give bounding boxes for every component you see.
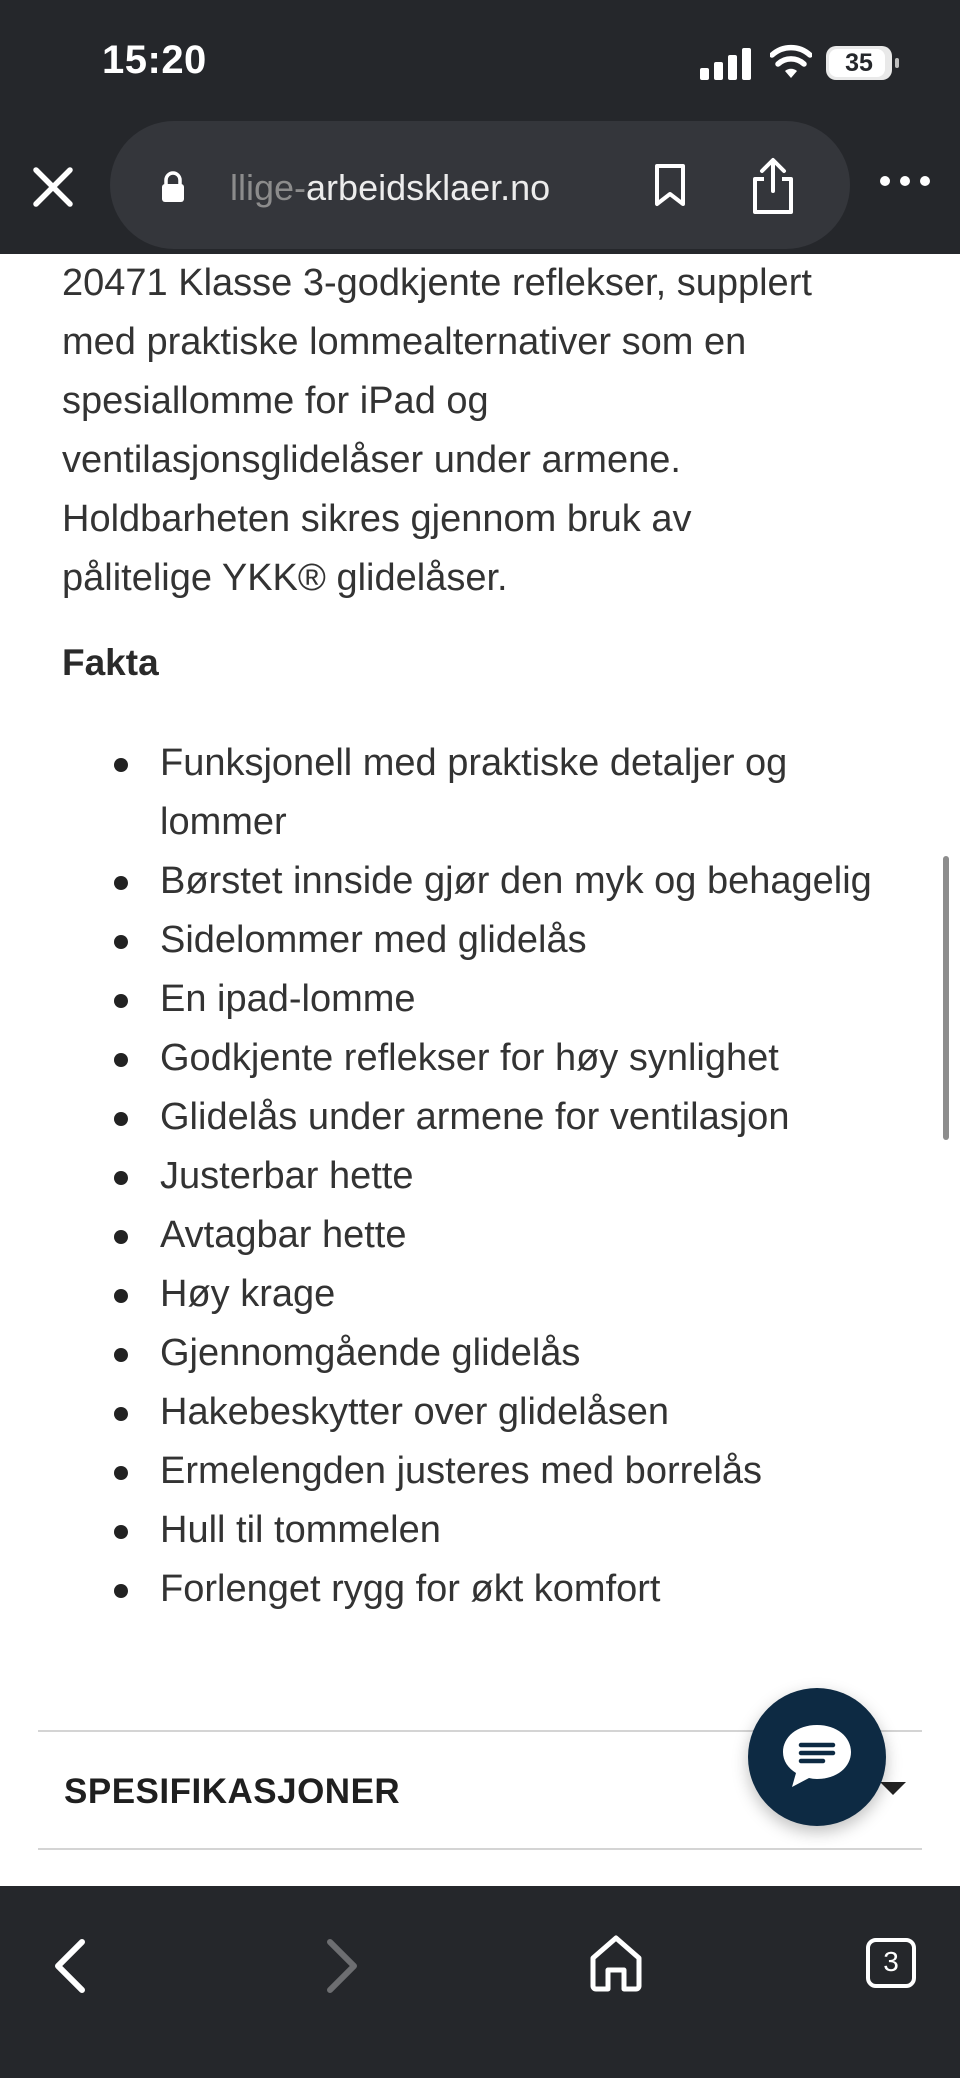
browser-bottom-bar xyxy=(0,1886,960,2078)
tab-count: 3 xyxy=(883,1946,899,1977)
home-icon[interactable] xyxy=(588,1934,644,1992)
description-line: Holdbarheten sikres gjennom bruk av xyxy=(62,498,692,540)
description-line: med praktiske lommealternativer som en xyxy=(62,321,747,363)
fact-item: Funksjonell med praktiske detaljer og lommer xyxy=(160,734,900,852)
fact-item: Sidelommer med glidelås xyxy=(160,911,900,970)
wifi-icon xyxy=(770,44,812,80)
fact-item: Forlenget rygg for økt komfort xyxy=(160,1560,900,1619)
address-bar[interactable] xyxy=(110,121,850,249)
chat-button[interactable] xyxy=(748,1688,886,1826)
fact-item: Børstet innside gjør den myk og behagelig xyxy=(160,852,900,911)
bookmark-icon[interactable] xyxy=(652,163,688,207)
lock-icon xyxy=(160,171,186,203)
fact-item: Hull til tommelen xyxy=(160,1501,900,1560)
page-content xyxy=(0,254,960,1886)
fact-item: Godkjente reflekser for høy synlighet xyxy=(160,1029,900,1088)
fact-item: Glidelås under armene for ventilasjon xyxy=(160,1088,900,1147)
specifications-toggle[interactable]: SPESIFIKASJONER xyxy=(64,1772,401,1811)
divider xyxy=(38,1848,922,1850)
facts-heading: Fakta xyxy=(62,642,159,683)
fact-item: Hakebeskytter over glidelåsen xyxy=(160,1383,900,1442)
status-bar xyxy=(0,0,960,118)
battery-level: 35 xyxy=(845,49,873,77)
chat-icon xyxy=(779,1721,855,1791)
description-line: spesiallomme for iPad og xyxy=(62,380,489,422)
description-line: pålitelige YKK® glidelåser. xyxy=(62,557,508,599)
product-description xyxy=(62,254,902,608)
tabs-icon[interactable] xyxy=(866,1938,916,1988)
share-icon[interactable] xyxy=(750,157,796,215)
fact-item: Avtagbar hette xyxy=(160,1206,900,1265)
fact-item: Gjennomgående glidelås xyxy=(160,1324,900,1383)
facts-list xyxy=(160,734,900,1619)
fact-item: En ipad-lomme xyxy=(160,970,900,1029)
description-line: ventilasjonsglidelåser under armene. xyxy=(62,439,681,481)
fact-item: Justerbar hette xyxy=(160,1147,900,1206)
signal-icon xyxy=(700,48,752,80)
forward-icon[interactable] xyxy=(322,1936,362,1996)
back-icon[interactable] xyxy=(50,1936,90,1996)
browser-top-bar xyxy=(0,118,960,254)
chevron-down-icon[interactable] xyxy=(880,1782,906,1795)
description-line: 20471 Klasse 3-godkjente reflekser, supplert xyxy=(62,262,812,304)
close-icon[interactable] xyxy=(28,162,78,212)
fact-item: Ermelengden justeres med borrelås xyxy=(160,1442,900,1501)
battery-icon xyxy=(826,46,892,80)
url-text: llige-arbeidsklaer.no xyxy=(230,167,551,208)
fact-item: Høy krage xyxy=(160,1265,900,1324)
scrollbar[interactable] xyxy=(943,856,949,1140)
more-icon[interactable] xyxy=(880,176,930,190)
status-time: 15:20 xyxy=(102,38,207,82)
